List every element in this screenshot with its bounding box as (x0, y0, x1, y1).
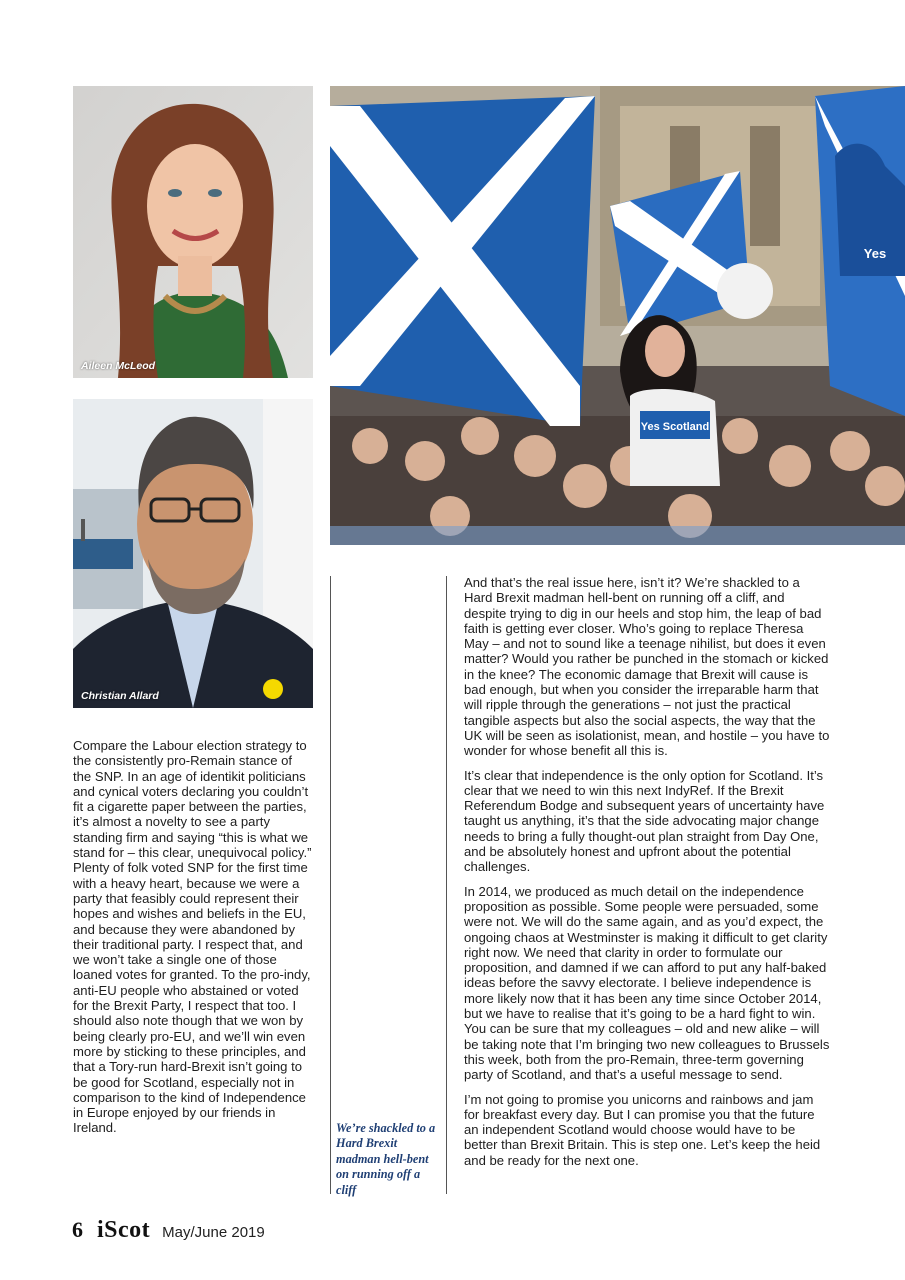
photo-independence-rally (330, 86, 905, 545)
body-paragraph: Compare the Labour election strategy to the consistently pro-Remain stance of the SNP. In an age of identikit politicians and cynical voters declaring you couldn’t fit a cigarette paper between the parties, it’s almost a novelty to see a party standing firm and saying “this is what we stand for – this clear, unequivocal policy.” Plenty of folk voted SNP for the first time with a heavy heart, because we were a party that feasibly could represent their hopes and wishes and beliefs in the EU, and because they were abandoned by their traditional party. I respect that, and we won’t take a single one of those loaned votes for granted. To the pro-indy, anti-EU people who abstained or voted for the Brexit Party, I respect that too. I should also note though that we won by being clearly pro-EU, and we’ll win even more by sticking to these principles, and that a Tory-run hard-Brexit isn’t going to be good for Scotland, especially not in comparison to the kind of Independence in Europe enjoyed by our friends in Ireland. (73, 738, 312, 1136)
rally-shirt-text: Yes Scotland (640, 421, 710, 433)
body-paragraph: In 2014, we produced as much detail on the independence proposition as possible. Some people were persuaded, some were not. We will do the same again, and as you’d expect, the ongoing chaos at Westminster is making it difficult to get clarity right now. We need that clarity in order to formulate our proposition, and damned if we can afford to put any half-baked ideas before the savvy electorate. I believe independence is more likely now that it has been any time since October 2014, but we have to realise that it’s going to be a hard fight to win. You can be sure that my colleagues – old and new alike – will be taking note that I’m bringing two new colleagues to Brussels this week, both from the pro-Remain, three-term governing party of Scotland, and that’s a useful message to send. (464, 883, 830, 1083)
magazine-title: iScot (97, 1217, 151, 1243)
body-paragraph: It’s clear that independence is the only option for Scotland. It’s clear that we need to win this next IndyRef. If the Brexit Referendum Bodge and subsequent years of uncertainty have taught us anything, it’s that the side advocating major change needs to bring a fully thought-out plan straight from Day One, and be absolutely honest and upfront about the potential challenges. (464, 767, 825, 875)
photo-christian-allard (73, 399, 313, 708)
photo-caption: Christian Allard (81, 690, 159, 702)
left-column (73, 738, 313, 1145)
page-footer (72, 1217, 265, 1247)
column-divider-right (446, 576, 447, 1194)
column-divider-left (330, 576, 331, 1194)
pull-quote: We’re shackled to a Hard Brexit madman hell-bent on running off a cliff (336, 1121, 436, 1197)
right-column (464, 575, 830, 1177)
body-paragraph: I’m not going to promise you unicorns and rainbows and jam for breakfast every day. But I can promise you that the future an independent Scotland would choose would have to be better than Brexit Britain. This is step one. Let’s keep the heid and be ready for the next one. (464, 1091, 821, 1168)
photo-caption: Aileen McLeod (81, 360, 156, 372)
issue-date: May/June 2019 (162, 1224, 265, 1241)
rally-hand-text: Yes (863, 246, 887, 261)
page-number: 6 (72, 1217, 83, 1242)
photo-aileen-mcleod (73, 86, 313, 378)
body-paragraph: And that’s the real issue here, isn’t it? We’re shackled to a Hard Brexit madman hell-bent on running off a cliff, and despite trying to dig in our heels and stop him, the leap of bad faith is getting ever closer. Who’s going to replace Theresa May – and not to sound like a teenage nihilist, but does it even matter? Would you rather be punched in the stomach or kicked in the knee? The economic damage that Brexit will cause is bad enough, but when you consider the irreparable harm that will ripple through the generations – not just the practical tangible aspects but also the social aspects, the way that the UK will be seen as isolationist, mean, and hostile – you have to wonder for whose benefit all this is. (464, 575, 830, 759)
